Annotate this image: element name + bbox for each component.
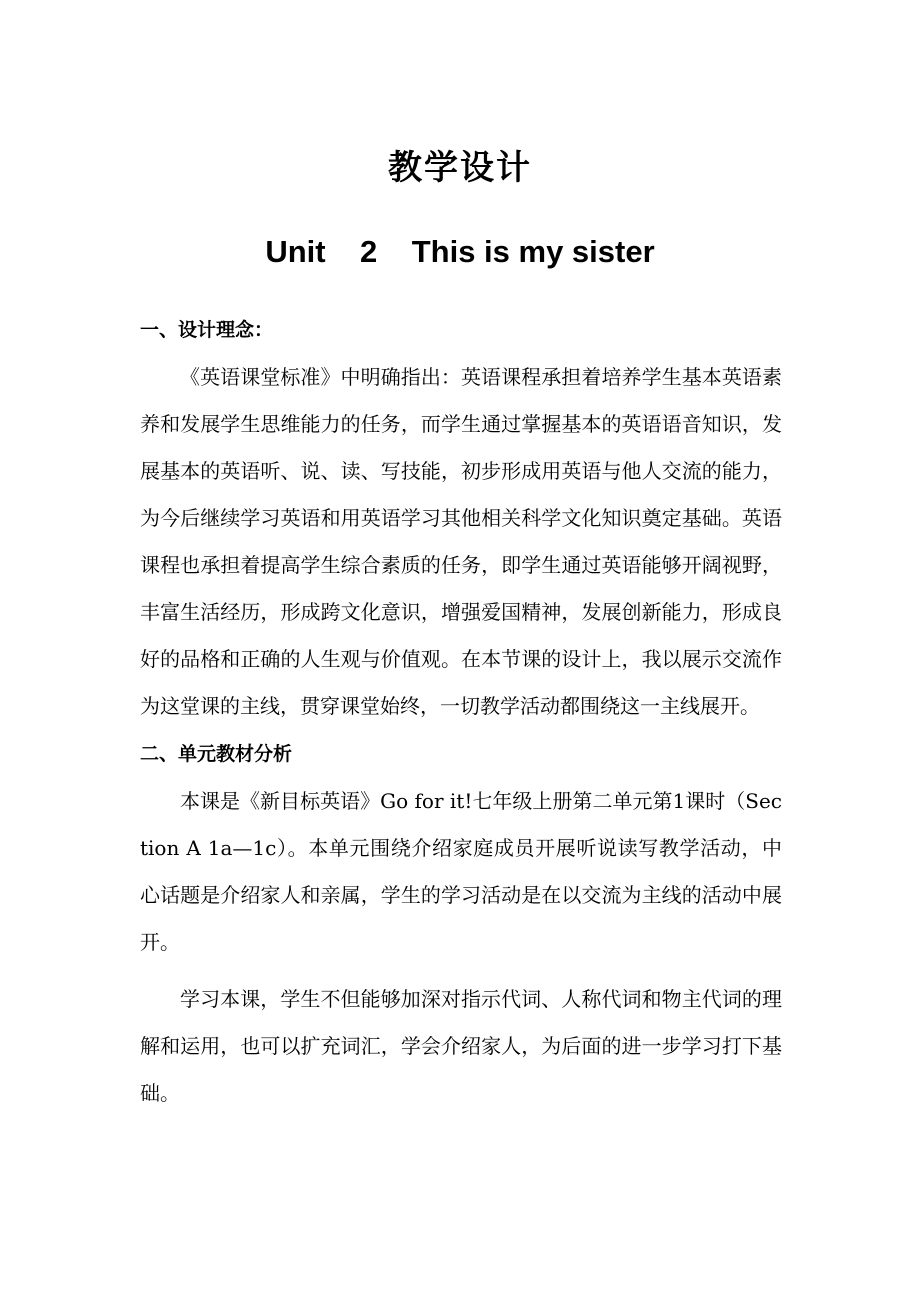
paragraph: 学习本课，学生不但能够加深对指示代词、人称代词和物主代词的理解和运用，也可以扩充词汇，学会介绍家人，为后面的进一步学习打下基础。	[140, 987, 782, 1105]
document-title: 教学设计	[388, 148, 532, 188]
section-design-philosophy	[140, 306, 782, 730]
paragraph: 本课是《新目标英语》Go for it!七年级上册第二单元第1课时（Section A 1a—1c）。本单元围绕介绍家庭成员开展听说读写教学活动，中心话题是介绍家人和亲属，学生的学习活动是在以交流为主线的活动中展开。	[140, 789, 782, 954]
section-heading: 二、单元教材分析	[140, 743, 293, 765]
document-subtitle: Unit 2 This is my sister	[265, 234, 655, 269]
section-heading: 一、设计理念：	[140, 319, 274, 341]
paragraph: 《英语课堂标准》中明确指出：英语课程承担着培养学生基本英语素养和发展学生思维能力的任务，而学生通过掌握基本的英语语音知识，发展基本的英语听、说、读、写技能，初步形成用英语与他人交流的能力，为今后继续学习英语和用英语学习其他相关科学文化知识奠定基础。英语课程也承担着提高学生综合素质的任务，即学生通过英语能够开阔视野，丰富生活经历，形成跨文化意识，增强爱国精神，发展创新能力，形成良好的品格和正确的人生观与价值观。在本节课的设计上，我以展示交流作为这堂课的主线，贯穿课堂始终，一切教学活动都围绕这一主线展开。	[140, 365, 782, 718]
document-body	[140, 306, 782, 1117]
section-unit-analysis	[140, 730, 782, 1117]
